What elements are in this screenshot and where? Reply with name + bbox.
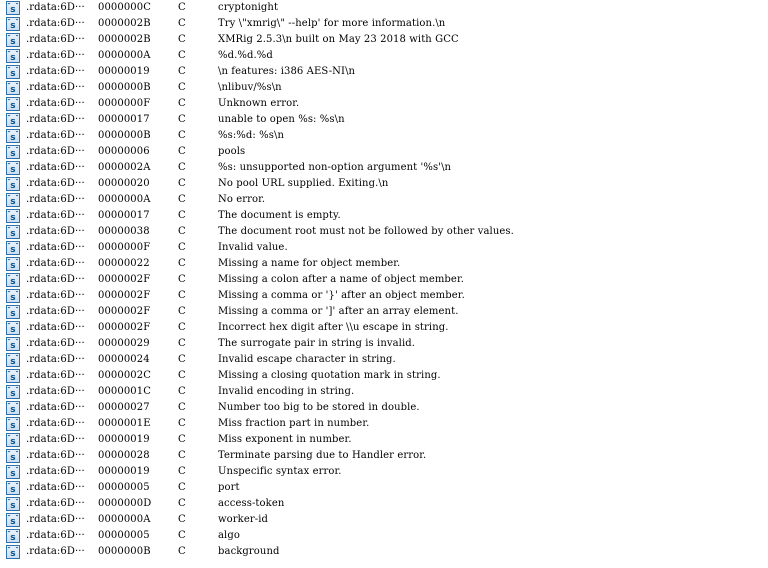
type-cell: C xyxy=(178,354,186,365)
string-row[interactable] xyxy=(0,448,768,464)
string-cell: Terminate parsing due to Handler error. xyxy=(218,450,427,461)
address-cell: .rdata:6D··· xyxy=(26,178,85,189)
address-cell: .rdata:6D··· xyxy=(26,226,85,237)
address-cell: .rdata:6D··· xyxy=(26,386,85,397)
svg-text:s: s xyxy=(10,277,16,286)
length-cell: 00000028 xyxy=(98,450,150,461)
string-cell: Try \"xmrig\" --help' for more information.\n xyxy=(218,18,446,29)
string-row[interactable] xyxy=(0,112,768,128)
svg-text:s: s xyxy=(10,85,16,94)
svg-text:s: s xyxy=(10,101,16,110)
string-cell: Unknown error. xyxy=(218,98,300,109)
string-s-icon xyxy=(6,225,20,239)
string-cell: \nlibuv/%s\n xyxy=(218,82,282,93)
length-cell: 0000002F xyxy=(98,322,151,333)
svg-text:s: s xyxy=(10,21,16,30)
string-cell: algo xyxy=(218,530,240,541)
string-s-icon xyxy=(6,497,20,511)
type-cell: C xyxy=(178,242,186,253)
string-row[interactable] xyxy=(0,304,768,320)
string-row[interactable] xyxy=(0,352,768,368)
string-cell: pools xyxy=(218,146,246,157)
string-s-icon xyxy=(6,161,20,175)
string-s-icon xyxy=(6,273,20,287)
svg-text:s: s xyxy=(10,69,16,78)
string-s-icon xyxy=(6,401,20,415)
type-cell: C xyxy=(178,386,186,397)
string-row[interactable] xyxy=(0,208,768,224)
address-cell: .rdata:6D··· xyxy=(26,2,85,13)
svg-text:s: s xyxy=(10,325,16,334)
svg-text:s: s xyxy=(10,117,16,126)
string-row[interactable] xyxy=(0,192,768,208)
type-cell: C xyxy=(178,98,186,109)
string-cell: Miss fraction part in number. xyxy=(218,418,370,429)
type-cell: C xyxy=(178,370,186,381)
address-cell: .rdata:6D··· xyxy=(26,418,85,429)
type-cell: C xyxy=(178,34,186,45)
address-cell: .rdata:6D··· xyxy=(26,258,85,269)
type-cell: C xyxy=(178,498,186,509)
length-cell: 0000000A xyxy=(98,194,151,205)
string-row[interactable] xyxy=(0,384,768,400)
svg-text:s: s xyxy=(10,53,16,62)
svg-text:s: s xyxy=(10,37,16,46)
type-cell: C xyxy=(178,178,186,189)
address-cell: .rdata:6D··· xyxy=(26,130,85,141)
string-row[interactable] xyxy=(0,48,768,64)
string-cell: Missing a comma or ']' after an array element. xyxy=(218,306,459,317)
length-cell: 00000020 xyxy=(98,178,150,189)
type-cell: C xyxy=(178,514,186,525)
type-cell: C xyxy=(178,274,186,285)
string-s-icon xyxy=(6,289,20,303)
string-row[interactable] xyxy=(0,400,768,416)
string-s-icon xyxy=(6,513,20,527)
string-row[interactable] xyxy=(0,128,768,144)
svg-text:s: s xyxy=(10,549,16,558)
address-cell: .rdata:6D··· xyxy=(26,114,85,125)
string-row[interactable] xyxy=(0,16,768,32)
svg-text:s: s xyxy=(10,501,16,510)
address-cell: .rdata:6D··· xyxy=(26,450,85,461)
type-cell: C xyxy=(178,210,186,221)
length-cell: 00000024 xyxy=(98,354,150,365)
string-cell: The document root must not be followed by other values. xyxy=(218,226,514,237)
string-cell: XMRig 2.5.3\n built on May 23 2018 with GCC xyxy=(218,34,459,45)
length-cell: 00000038 xyxy=(98,226,150,237)
string-cell: Miss exponent in number. xyxy=(218,434,352,445)
type-cell: C xyxy=(178,434,186,445)
address-cell: .rdata:6D··· xyxy=(26,66,85,77)
string-row[interactable] xyxy=(0,160,768,176)
string-cell: background xyxy=(218,546,280,557)
string-s-icon xyxy=(6,321,20,335)
string-row[interactable] xyxy=(0,96,768,112)
length-cell: 0000002F xyxy=(98,306,151,317)
string-s-icon xyxy=(6,33,20,47)
length-cell: 0000001E xyxy=(98,418,151,429)
string-cell: Missing a colon after a name of object member. xyxy=(218,274,465,285)
string-cell: Invalid encoding in string. xyxy=(218,386,355,397)
string-row[interactable] xyxy=(0,224,768,240)
string-s-icon xyxy=(6,49,20,63)
string-cell: Invalid escape character in string. xyxy=(218,354,396,365)
string-s-icon xyxy=(6,257,20,271)
length-cell: 0000002B xyxy=(98,34,151,45)
address-cell: .rdata:6D··· xyxy=(26,530,85,541)
string-row[interactable] xyxy=(0,464,768,480)
string-cell: The document is empty. xyxy=(218,210,341,221)
type-cell: C xyxy=(178,194,186,205)
type-cell: C xyxy=(178,50,186,61)
length-cell: 00000019 xyxy=(98,66,150,77)
svg-text:s: s xyxy=(10,197,16,206)
string-s-icon xyxy=(6,65,20,79)
address-cell: .rdata:6D··· xyxy=(26,402,85,413)
type-cell: C xyxy=(178,2,186,13)
length-cell: 0000000B xyxy=(98,82,151,93)
type-cell: C xyxy=(178,322,186,333)
string-cell: %s:%d: %s\n xyxy=(218,130,284,141)
length-cell: 00000019 xyxy=(98,466,150,477)
string-s-icon xyxy=(6,417,20,431)
address-cell: .rdata:6D··· xyxy=(26,34,85,45)
string-row[interactable] xyxy=(0,512,768,528)
string-s-icon xyxy=(6,97,20,111)
svg-text:s: s xyxy=(10,389,16,398)
string-row[interactable] xyxy=(0,480,768,496)
type-cell: C xyxy=(178,130,186,141)
length-cell: 00000005 xyxy=(98,482,150,493)
string-row[interactable] xyxy=(0,0,768,16)
string-row[interactable] xyxy=(0,272,768,288)
length-cell: 0000002F xyxy=(98,290,151,301)
string-row[interactable] xyxy=(0,336,768,352)
address-cell: .rdata:6D··· xyxy=(26,498,85,509)
length-cell: 00000005 xyxy=(98,530,150,541)
svg-text:s: s xyxy=(10,309,16,318)
string-s-icon xyxy=(6,305,20,319)
svg-text:s: s xyxy=(10,405,16,414)
string-cell: port xyxy=(218,482,240,493)
type-cell: C xyxy=(178,18,186,29)
svg-text:s: s xyxy=(10,5,16,14)
string-cell: %s: unsupported non-option argument '%s'\n xyxy=(218,162,452,173)
string-s-icon xyxy=(6,433,20,447)
string-s-icon xyxy=(6,1,20,15)
string-cell: worker-id xyxy=(218,514,268,525)
length-cell: 0000000C xyxy=(98,2,151,13)
address-cell: .rdata:6D··· xyxy=(26,50,85,61)
string-cell: \n features: i386 AES-NI\n xyxy=(218,66,356,77)
type-cell: C xyxy=(178,82,186,93)
svg-text:s: s xyxy=(10,229,16,238)
type-cell: C xyxy=(178,530,186,541)
type-cell: C xyxy=(178,162,186,173)
length-cell: 00000019 xyxy=(98,434,150,445)
svg-text:s: s xyxy=(10,149,16,158)
address-cell: .rdata:6D··· xyxy=(26,210,85,221)
string-row[interactable] xyxy=(0,320,768,336)
svg-text:s: s xyxy=(10,133,16,142)
string-cell: Number too big to be stored in double. xyxy=(218,402,420,413)
length-cell: 00000017 xyxy=(98,114,150,125)
svg-text:s: s xyxy=(10,421,16,430)
string-row[interactable] xyxy=(0,240,768,256)
type-cell: C xyxy=(178,66,186,77)
string-s-icon xyxy=(6,385,20,399)
string-s-icon xyxy=(6,193,20,207)
svg-text:s: s xyxy=(10,181,16,190)
type-cell: C xyxy=(178,226,186,237)
length-cell: 0000000A xyxy=(98,50,151,61)
type-cell: C xyxy=(178,290,186,301)
string-cell: Missing a name for object member. xyxy=(218,258,401,269)
type-cell: C xyxy=(178,482,186,493)
length-cell: 0000000A xyxy=(98,514,151,525)
string-cell: No error. xyxy=(218,194,266,205)
address-cell: .rdata:6D··· xyxy=(26,482,85,493)
address-cell: .rdata:6D··· xyxy=(26,434,85,445)
length-cell: 0000002C xyxy=(98,370,151,381)
string-s-icon xyxy=(6,353,20,367)
string-s-icon xyxy=(6,129,20,143)
string-s-icon xyxy=(6,465,20,479)
length-cell: 0000002A xyxy=(98,162,151,173)
address-cell: .rdata:6D··· xyxy=(26,306,85,317)
svg-text:s: s xyxy=(10,293,16,302)
address-cell: .rdata:6D··· xyxy=(26,370,85,381)
string-s-icon xyxy=(6,529,20,543)
string-row[interactable] xyxy=(0,32,768,48)
string-s-icon xyxy=(6,481,20,495)
string-cell: No pool URL supplied. Exiting.\n xyxy=(218,178,389,189)
string-row[interactable] xyxy=(0,544,768,560)
length-cell: 0000000B xyxy=(98,546,151,557)
svg-text:s: s xyxy=(10,341,16,350)
string-row[interactable] xyxy=(0,80,768,96)
string-cell: Invalid value. xyxy=(218,242,288,253)
string-s-icon xyxy=(6,369,20,383)
svg-text:s: s xyxy=(10,453,16,462)
length-cell: 0000000D xyxy=(98,498,152,509)
string-cell: unable to open %s: %s\n xyxy=(218,114,345,125)
string-row[interactable] xyxy=(0,416,768,432)
string-s-icon xyxy=(6,17,20,31)
string-row[interactable] xyxy=(0,432,768,448)
string-s-icon xyxy=(6,241,20,255)
string-s-icon xyxy=(6,209,20,223)
address-cell: .rdata:6D··· xyxy=(26,514,85,525)
string-row[interactable] xyxy=(0,64,768,80)
address-cell: .rdata:6D··· xyxy=(26,162,85,173)
svg-text:s: s xyxy=(10,373,16,382)
length-cell: 0000002B xyxy=(98,18,151,29)
length-cell: 0000002F xyxy=(98,274,151,285)
type-cell: C xyxy=(178,146,186,157)
address-cell: .rdata:6D··· xyxy=(26,18,85,29)
string-row[interactable] xyxy=(0,368,768,384)
address-cell: .rdata:6D··· xyxy=(26,338,85,349)
string-s-icon xyxy=(6,81,20,95)
string-s-icon xyxy=(6,113,20,127)
type-cell: C xyxy=(178,450,186,461)
length-cell: 0000000F xyxy=(98,98,151,109)
address-cell: .rdata:6D··· xyxy=(26,466,85,477)
string-cell: Incorrect hex digit after \\u escape in string. xyxy=(218,322,449,333)
type-cell: C xyxy=(178,338,186,349)
string-cell: access-token xyxy=(218,498,285,509)
svg-text:s: s xyxy=(10,357,16,366)
length-cell: 0000000B xyxy=(98,130,151,141)
svg-text:s: s xyxy=(10,469,16,478)
length-cell: 00000006 xyxy=(98,146,150,157)
address-cell: .rdata:6D··· xyxy=(26,290,85,301)
length-cell: 00000027 xyxy=(98,402,150,413)
length-cell: 00000029 xyxy=(98,338,150,349)
string-s-icon xyxy=(6,545,20,559)
string-cell: Unspecific syntax error. xyxy=(218,466,342,477)
string-cell: Missing a closing quotation mark in string. xyxy=(218,370,441,381)
type-cell: C xyxy=(178,402,186,413)
string-cell: The surrogate pair in string is invalid. xyxy=(218,338,416,349)
type-cell: C xyxy=(178,306,186,317)
string-row[interactable] xyxy=(0,528,768,544)
address-cell: .rdata:6D··· xyxy=(26,546,85,557)
type-cell: C xyxy=(178,418,186,429)
string-row[interactable] xyxy=(0,176,768,192)
address-cell: .rdata:6D··· xyxy=(26,194,85,205)
string-row[interactable] xyxy=(0,288,768,304)
address-cell: .rdata:6D··· xyxy=(26,274,85,285)
type-cell: C xyxy=(178,466,186,477)
string-row[interactable] xyxy=(0,496,768,512)
address-cell: .rdata:6D··· xyxy=(26,354,85,365)
address-cell: .rdata:6D··· xyxy=(26,82,85,93)
string-cell: %d.%d.%d xyxy=(218,50,273,61)
length-cell: 0000001C xyxy=(98,386,151,397)
length-cell: 0000000F xyxy=(98,242,151,253)
type-cell: C xyxy=(178,114,186,125)
length-cell: 00000017 xyxy=(98,210,150,221)
length-cell: 00000022 xyxy=(98,258,150,269)
svg-text:s: s xyxy=(10,517,16,526)
address-cell: .rdata:6D··· xyxy=(26,98,85,109)
string-cell: Missing a comma or '}' after an object member. xyxy=(218,290,465,301)
type-cell: C xyxy=(178,546,186,557)
svg-text:s: s xyxy=(10,533,16,542)
string-cell: cryptonight xyxy=(218,2,279,13)
svg-text:s: s xyxy=(10,261,16,270)
svg-text:s: s xyxy=(10,213,16,222)
address-cell: .rdata:6D··· xyxy=(26,322,85,333)
svg-text:s: s xyxy=(10,165,16,174)
string-s-icon xyxy=(6,177,20,191)
string-s-icon xyxy=(6,145,20,159)
string-s-icon xyxy=(6,337,20,351)
string-row[interactable] xyxy=(0,256,768,272)
address-cell: .rdata:6D··· xyxy=(26,242,85,253)
type-cell: C xyxy=(178,258,186,269)
string-s-icon xyxy=(6,449,20,463)
address-cell: .rdata:6D··· xyxy=(26,146,85,157)
string-row[interactable] xyxy=(0,144,768,160)
svg-text:s: s xyxy=(10,485,16,494)
svg-text:s: s xyxy=(10,245,16,254)
svg-text:s: s xyxy=(10,437,16,446)
